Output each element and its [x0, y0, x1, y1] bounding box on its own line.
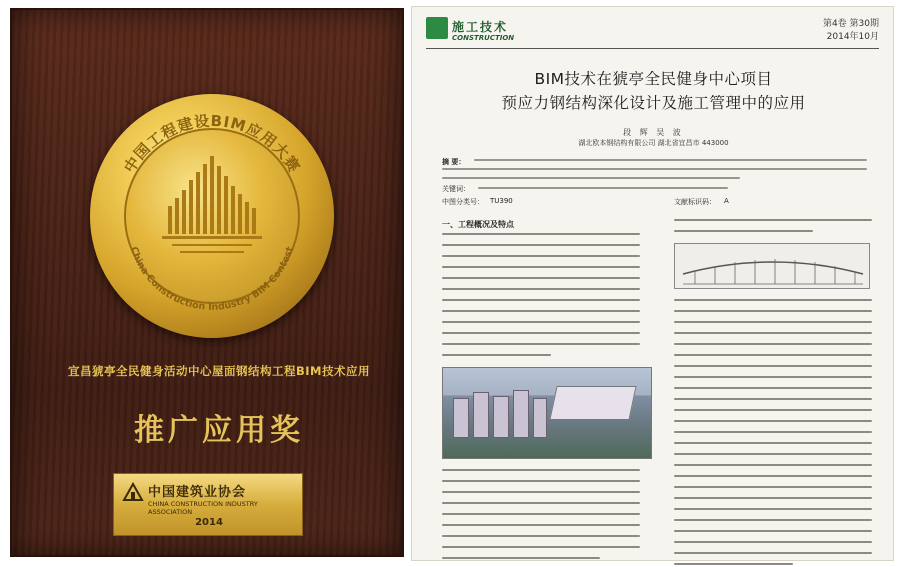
issue-date: 2014年10月: [826, 32, 879, 42]
text-line: [674, 343, 872, 345]
text-line: [442, 491, 640, 493]
text-line: [674, 376, 872, 378]
structure-drawing: [674, 243, 870, 289]
magazine-name-en: CONSTRUCTION: [452, 34, 515, 42]
text-line: [442, 354, 551, 356]
magazine-logo-icon: [426, 17, 448, 39]
award-plaque: [10, 8, 404, 557]
clc-value: TU390: [490, 197, 513, 205]
keywords-label: 关键词：: [442, 185, 470, 193]
text-line: [442, 255, 640, 257]
text-line: [674, 230, 813, 232]
issue-volume: 第4卷 第30期: [822, 19, 879, 29]
article-title-line1: BIM技术在猇亭全民健身中心项目: [534, 70, 773, 88]
stadium-roof: [549, 386, 636, 420]
article-affiliation: 湖北欧本钢结构有限公司 湖北省宜昌市 443000: [578, 139, 729, 147]
right-column-text: [674, 299, 872, 567]
skyline-icon: [162, 156, 262, 253]
text-line: [674, 552, 872, 554]
text-line: [674, 398, 872, 400]
header-rule: [426, 48, 879, 49]
text-line: [674, 431, 872, 433]
text-line: [442, 299, 640, 301]
text-line: [442, 546, 640, 548]
text-line: [442, 168, 867, 170]
association-nameplate: [113, 473, 303, 536]
text-line: [442, 513, 640, 515]
doc-code-label: 文献标识码：: [674, 198, 716, 206]
text-line: [442, 321, 640, 323]
text-line: [442, 244, 640, 246]
medal-title-en: China Construction Industry BIM Contest: [128, 245, 296, 313]
text-line: [674, 354, 872, 356]
clc-label: 中图分类号：: [442, 198, 484, 206]
medal-title-cn: 中国工程建设BIM应用大赛: [120, 111, 304, 177]
text-line: [674, 332, 872, 334]
text-line: [674, 486, 872, 488]
text-line: [674, 519, 872, 521]
building-render-photo: [442, 367, 652, 459]
gold-medal: [90, 94, 334, 338]
left-column-text: [442, 233, 640, 365]
award-name: 推广应用奖: [134, 413, 304, 448]
text-line: [474, 159, 867, 161]
text-line: [674, 365, 872, 367]
text-line: [442, 177, 740, 179]
award-year: 2014: [195, 517, 223, 528]
association-name-en: CHINA CONSTRUCTION INDUSTRY ASSOCIATION: [148, 500, 258, 516]
abstract-text: [474, 159, 867, 168]
issue-info: [823, 18, 879, 44]
text-line: [674, 475, 872, 477]
text-line: [442, 480, 640, 482]
text-line: [674, 497, 872, 499]
magazine-name: 施工技术: [452, 20, 509, 34]
text-line: [674, 387, 872, 389]
text-line: [442, 524, 640, 526]
text-line: [674, 442, 872, 444]
building-block: [473, 392, 489, 438]
text-line: [674, 299, 872, 301]
project-title: 宜昌猇亭全民健身活动中心屋面钢结构工程BIM技术应用: [68, 364, 370, 378]
right-column-text-top: [674, 219, 872, 241]
text-line: [674, 464, 872, 466]
text-line: [442, 469, 640, 471]
keywords-text: [478, 187, 728, 196]
association-logo-icon: [122, 482, 144, 504]
text-line: [674, 409, 872, 411]
abstract-label: 摘 要：: [442, 158, 466, 166]
text-line: [442, 266, 640, 268]
building-block: [493, 396, 509, 438]
article-author: 段 辉 吴 波: [623, 128, 684, 137]
text-line: [442, 343, 640, 345]
building-block: [453, 398, 469, 438]
text-line: [674, 219, 872, 221]
text-line: [674, 453, 872, 455]
article-title: [412, 67, 895, 115]
text-line: [674, 530, 872, 532]
text-line: [442, 233, 640, 235]
medal-emblem-graphic: [90, 94, 334, 338]
building-block: [513, 390, 529, 438]
magazine-page: [411, 6, 894, 561]
text-line: [442, 332, 640, 334]
svg-text:China Construction Industry BI: [128, 245, 296, 313]
text-line: [442, 277, 640, 279]
association-name-cn: 中国建筑业协会: [148, 485, 247, 500]
text-line: [442, 535, 640, 537]
doc-code-value: A: [724, 197, 729, 205]
text-line: [442, 288, 640, 290]
text-line: [478, 187, 728, 189]
text-line: [674, 541, 872, 543]
text-line: [442, 502, 640, 504]
truss-diagram: [675, 244, 871, 290]
text-line: [674, 508, 872, 510]
text-line: [442, 310, 640, 312]
building-block: [533, 398, 547, 438]
text-line: [674, 321, 872, 323]
text-line: [674, 563, 793, 565]
article-title-line2: 预应力钢结构深化设计及施工管理中的应用: [501, 94, 806, 112]
left-column-text-lower: [442, 469, 640, 567]
text-line: [674, 310, 872, 312]
abstract-text-cont: [442, 168, 867, 186]
text-line: [674, 420, 872, 422]
section-heading: 一、工程概况及特点: [442, 220, 514, 229]
text-line: [442, 557, 600, 559]
